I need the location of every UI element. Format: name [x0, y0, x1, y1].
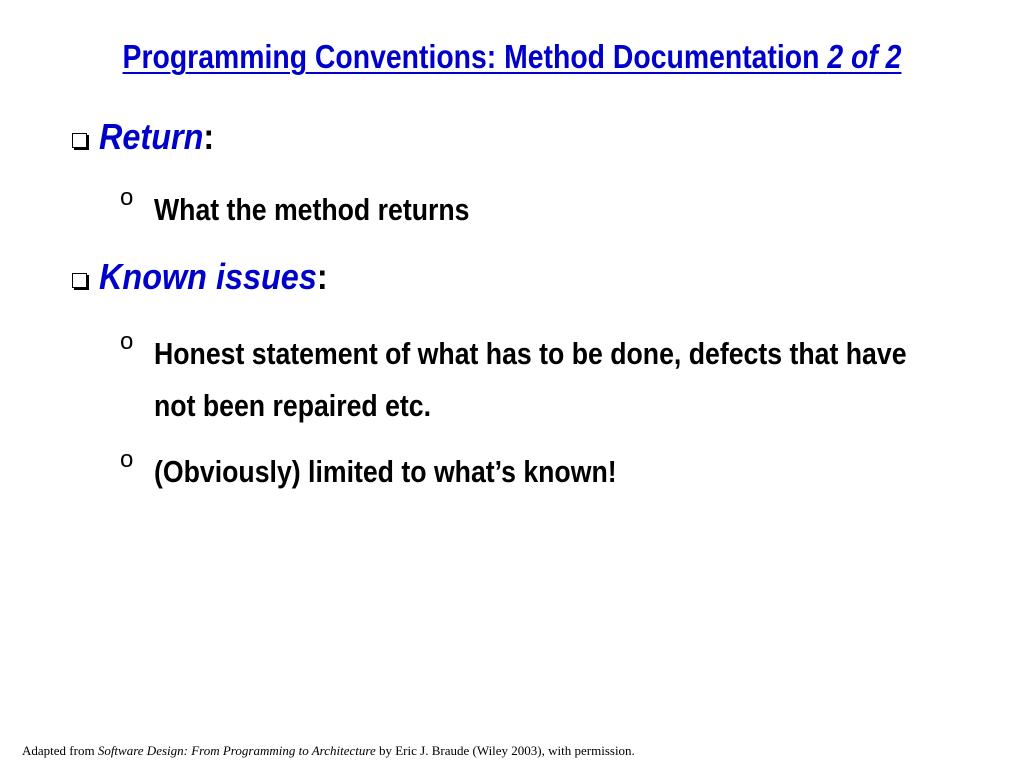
subitem-text: (Obviously) limited to what’s known! — [154, 454, 617, 489]
square-bullet-icon — [72, 133, 87, 148]
slide-title-main: Programming Conventions: Method Documentation — [122, 38, 828, 75]
bullet-heading-return: Return: — [99, 116, 215, 157]
attribution-footer: Adapted from Software Design: From Programming to Architecture by Eric J. Braude (Wiley 2003), with permission. — [22, 743, 635, 758]
bullet-known-issues — [72, 256, 353, 298]
square-bullet-icon — [72, 273, 87, 288]
slide-title — [72, 38, 953, 76]
subitem-text: Honest statement of what has to be done, defects that have not been repaired etc. — [154, 336, 907, 423]
circle-bullet-icon: o — [120, 328, 134, 355]
book-title: Software Design: From Programming to Architecture — [97, 743, 376, 758]
circle-bullet-icon: o — [120, 446, 134, 473]
circle-bullet-icon: o — [120, 184, 134, 211]
bullet-heading-known-issues: Known issues: — [99, 256, 328, 297]
slide-title-page: 2 of 2 — [827, 38, 902, 75]
subitem-text: What the method returns — [154, 192, 470, 227]
bullet-return — [72, 116, 227, 158]
